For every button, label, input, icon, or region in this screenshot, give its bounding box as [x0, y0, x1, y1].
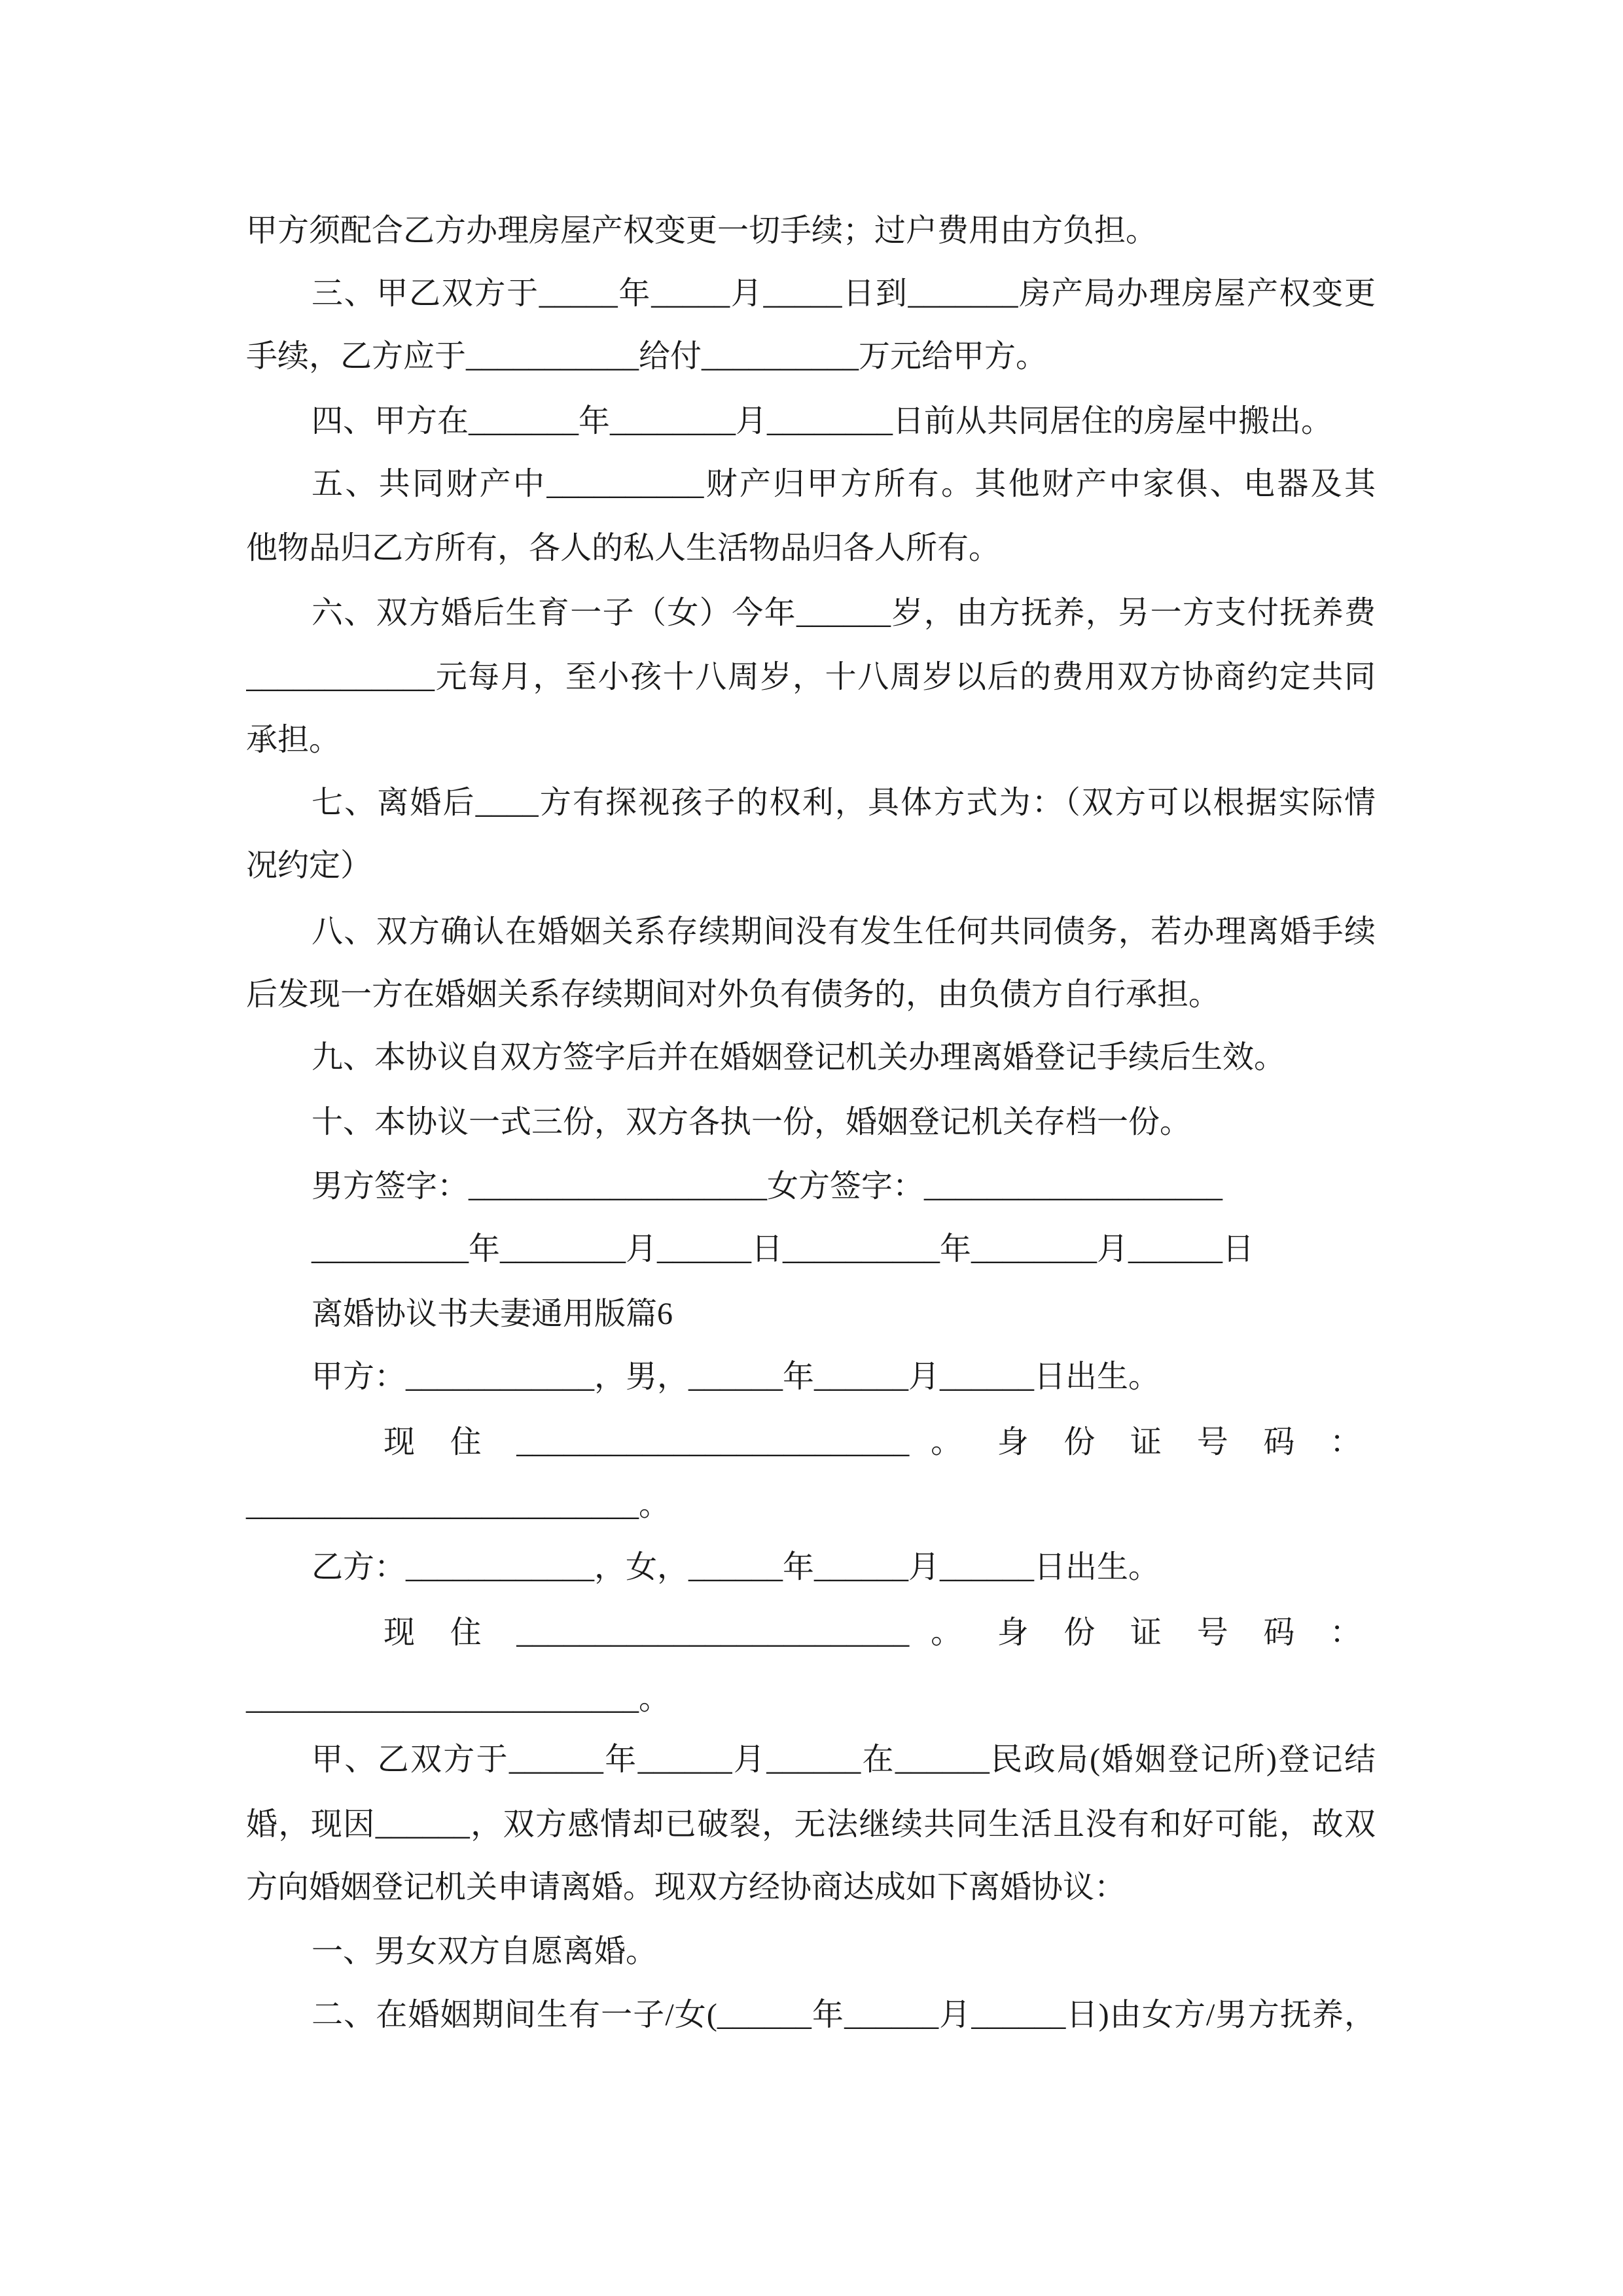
party-a-id-line: _________________________。	[246, 1488, 671, 1522]
party-a-line: 甲方：____________，男，______年______月______日出生。	[312, 1359, 1160, 1394]
clause-7-line: 七、离婚后____方有探视孩子的权利，具体方式为：（双方可以根据实际情	[312, 785, 1376, 820]
clause-6-line: 六、双方婚后生育一子（女）今年______岁，由方抚养，另一方支付抚养费	[312, 596, 1376, 630]
paragraph-line: 承担。	[246, 723, 341, 757]
paragraph-line: 手续，乙方应于___________给付__________万元给甲方。	[246, 339, 1048, 374]
clause-10-line: 十、本协议一式三份，双方各执一份，婚姻登记机关存档一份。	[312, 1105, 1192, 1139]
paragraph-line: ____________元每月，至小孩十八周岁，十八周岁以后的费用双方协商约定共同	[246, 660, 1376, 694]
party-b-line: 乙方：____________，女，______年______月______日出生。	[312, 1550, 1160, 1585]
signature-line: 男方签字：___________________女方签字：___________________	[312, 1169, 1223, 1204]
party-b-id-line: _________________________。	[246, 1681, 671, 1716]
clause-1-line: 一、男女双方自愿离婚。	[312, 1934, 658, 1969]
paragraph-line: 甲方须配合乙方办理房屋产权变更一切手续；过户费用由方负担。	[246, 213, 1158, 248]
signature-date-line: __________年________月______日__________年________月______日	[312, 1232, 1255, 1266]
clause-4-line: 四、甲方在_______年________月________日前从共同居住的房屋中搬出。	[312, 404, 1333, 439]
preamble-line: 方向婚姻登记机关申请离婚。现双方经协商达成如下离婚协议：	[246, 1870, 1126, 1905]
clause-9-line: 九、本协议自双方签字后并在婚姻登记机关办理离婚登记手续后生效。	[312, 1040, 1286, 1075]
party-a-address-line: 现 住 _________________________ 。 身 份 证 号 码 ：	[383, 1425, 1361, 1460]
paragraph-line: 况约定）	[246, 848, 372, 883]
preamble-line: 甲、乙双方于______年______月______在______民政局(婚姻登记所)登记结	[312, 1742, 1376, 1777]
section-title: 离婚协议书夫妻通用版篇6	[312, 1297, 673, 1331]
clause-3-line: 三、甲乙双方于_____年_____月_____日到_______房产局办理房屋产权变更	[312, 276, 1376, 311]
clause-8-line: 八、双方确认在婚姻关系存续期间没有发生任何共同债务，若办理离婚手续	[312, 914, 1376, 949]
clause-5-line: 五、共同财产中__________财产归甲方所有。其他财产中家俱、电器及其	[312, 467, 1376, 501]
party-b-address-line: 现 住 _________________________ 。 身 份 证 号 码 ：	[383, 1615, 1361, 1650]
paragraph-line: 他物品归乙方所有，各人的私人生活物品归各人所有。	[246, 531, 1001, 565]
clause-2-line: 二、在婚姻期间生有一子/女(______年______月______日)由女方/男方抚养，	[312, 1998, 1376, 2032]
preamble-line: 婚，现因______，双方感情却已破裂，无法继续共同生活且没有和好可能，故双	[246, 1807, 1376, 1842]
paragraph-line: 后发现一方在婚姻关系存续期间对外负有债务的，由负债方自行承担。	[246, 977, 1221, 1012]
